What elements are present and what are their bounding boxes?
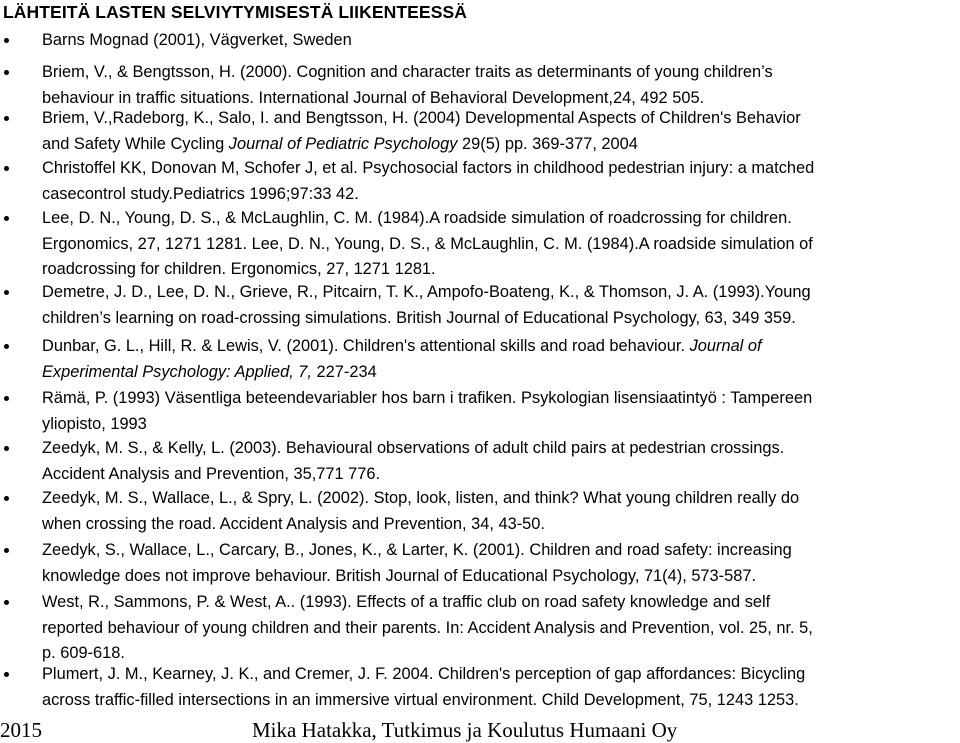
reference-line	[42, 334, 958, 360]
reference-line	[42, 232, 958, 258]
reference-text	[42, 280, 958, 331]
reference-line	[42, 512, 958, 538]
reference-line	[42, 60, 958, 86]
reference-segment: Rämä, P. (1993) Väsentliga beteendevariabler hos barn i trafiken. Psykologian lisensiaatintyö : Tampereen	[42, 389, 813, 407]
reference-text	[42, 28, 958, 54]
bullet-icon	[4, 216, 9, 221]
reference-line	[42, 132, 958, 158]
reference-segment: Briem, V., & Bengtsson, H. (2000). Cognition and character traits as determinants of young children’s	[42, 63, 773, 81]
reference-line	[42, 412, 958, 438]
reference-line	[42, 206, 958, 232]
reference-text	[42, 106, 958, 157]
bullet-icon	[4, 166, 9, 171]
bullet-icon	[4, 70, 9, 75]
reference-segment: yliopisto, 1993	[42, 414, 147, 433]
reference-segment: when crossing the road. Accident Analysis and Prevention, 34, 43-50.	[42, 514, 545, 533]
page-title: LÄHTEITÄ LASTEN SELVIYTYMISESTÄ LIIKENTEESSÄ	[3, 2, 467, 22]
reference-line	[42, 182, 958, 208]
reference-line	[42, 306, 958, 332]
bullet-icon	[4, 116, 9, 121]
bullet-icon	[4, 672, 9, 677]
reference-segment: Zeedyk, S., Wallace, L., Carcary, B., Jones, K., & Larter, K. (2001). Children and road safety: increasing	[42, 541, 792, 559]
reference-segment: Ergonomics, 27, 1271 1281. Lee, D. N., Young, D. S., & McLaughlin, C. M. (1984).A roadside simulation of	[42, 234, 813, 253]
reference-text	[42, 386, 958, 437]
reference-line	[42, 106, 958, 132]
bullet-icon	[4, 548, 9, 553]
reference-line	[42, 436, 958, 462]
reference-line	[42, 257, 958, 283]
reference-text	[42, 156, 958, 207]
reference-text	[42, 206, 958, 283]
reference-segment: Briem, V.,Radeborg, K., Salo, I. and Bengtsson, H. (2004) Developmental Aspects of Children's Behavior	[42, 109, 801, 127]
reference-segment: roadcrossing for children. Ergonomics, 27, 1271 1281.	[42, 260, 436, 278]
reference-segment: Lee, D. N., Young, D. S., & McLaughlin, C. M. (1984).A roadside simulation of roadcrossing for children.	[42, 209, 792, 227]
reference-segment: Accident Analysis and Prevention, 35,771 776.	[42, 464, 381, 483]
reference-segment: knowledge does not improve behaviour. British Journal of Educational Psychology, 71(4), 573-587.	[42, 566, 757, 585]
reference-line	[42, 28, 958, 54]
reference-italic-segment: Journal of Pediatric Psychology	[228, 134, 458, 153]
bullet-icon	[4, 600, 9, 605]
reference-italic-segment: Experimental Psychology: Applied, 7,	[42, 362, 312, 381]
reference-text	[42, 538, 958, 589]
reference-line	[42, 538, 958, 564]
reference-segment: Plumert, J. M., Kearney, J. K., and Cremer, J. F. 2004. Children's perception of gap affordances: Bicycling	[42, 665, 806, 683]
reference-line	[42, 360, 958, 386]
reference-line	[42, 280, 958, 306]
reference-segment: Zeedyk, M. S., Wallace, L., & Spry, L. (2002). Stop, look, listen, and think? What young children really do	[42, 489, 800, 507]
reference-line	[42, 462, 958, 488]
reference-segment: 227-234	[311, 362, 377, 381]
reference-text	[42, 590, 958, 667]
reference-text	[42, 486, 958, 537]
reference-segment: 29(5) pp. 369-377, 2004	[457, 134, 638, 153]
reference-text	[42, 436, 958, 487]
bullet-icon	[4, 344, 9, 349]
reference-line	[42, 156, 958, 182]
reference-line	[42, 486, 958, 512]
reference-segment: behaviour in traffic situations. International Journal of Behavioral Development,24, 492 505.	[42, 88, 705, 107]
bullet-icon	[4, 396, 9, 401]
reference-line	[42, 688, 958, 714]
bullet-icon	[4, 446, 9, 451]
reference-text	[42, 662, 958, 713]
reference-segment: Barns Mognad (2001), Vägverket, Sweden	[42, 31, 352, 49]
bullet-icon	[4, 496, 9, 501]
reference-text	[42, 60, 958, 111]
reference-segment: across traffic-filled intersections in an immersive virtual environment. Child Development, 75, 1243 1253.	[42, 690, 799, 709]
reference-segment: Demetre, J. D., Lee, D. N., Grieve, R., Pitcairn, T. K., Ampofo-Boateng, K., & Thomson, J. A. (1993).Young	[42, 283, 811, 301]
reference-segment: casecontrol study.Pediatrics 1996;97:33 42.	[42, 184, 359, 203]
reference-line	[42, 564, 958, 590]
reference-segment: children’s learning on road-crossing simulations. British Journal of Educational Psychology, 63, 349 359.	[42, 308, 796, 327]
bullet-icon	[4, 290, 9, 295]
reference-segment: p. 609-618.	[42, 644, 125, 662]
reference-segment: West, R., Sammons, P. & West, A.. (1993). Effects of a traffic club on road safety knowledge and self	[42, 593, 771, 611]
footer-year: 2015	[0, 718, 42, 742]
reference-segment: Dunbar, G. L., Hill, R. & Lewis, V. (2001). Children's attentional skills and road behaviour.	[42, 337, 690, 355]
footer-author: Mika Hatakka, Tutkimus ja Koulutus Humaani Oy	[252, 718, 678, 742]
reference-line	[42, 386, 958, 412]
reference-line	[42, 662, 958, 688]
reference-segment: reported behaviour of young children and their parents. In: Accident Analysis and Prevention, vol. 25, nr. 5,	[42, 618, 813, 637]
reference-segment: Christoffel KK, Donovan M, Schofer J, et al. Psychosocial factors in childhood pedestrian injury: a matched	[42, 159, 815, 177]
reference-line	[42, 616, 958, 642]
reference-italic-segment: Journal of	[689, 337, 762, 355]
bullet-icon	[4, 38, 9, 43]
reference-segment: Zeedyk, M. S., & Kelly, L. (2003). Behavioural observations of adult child pairs at pedestrian crossings.	[42, 439, 785, 457]
reference-line	[42, 590, 958, 616]
reference-text	[42, 334, 958, 385]
reference-segment: and Safety While Cycling	[42, 134, 229, 153]
